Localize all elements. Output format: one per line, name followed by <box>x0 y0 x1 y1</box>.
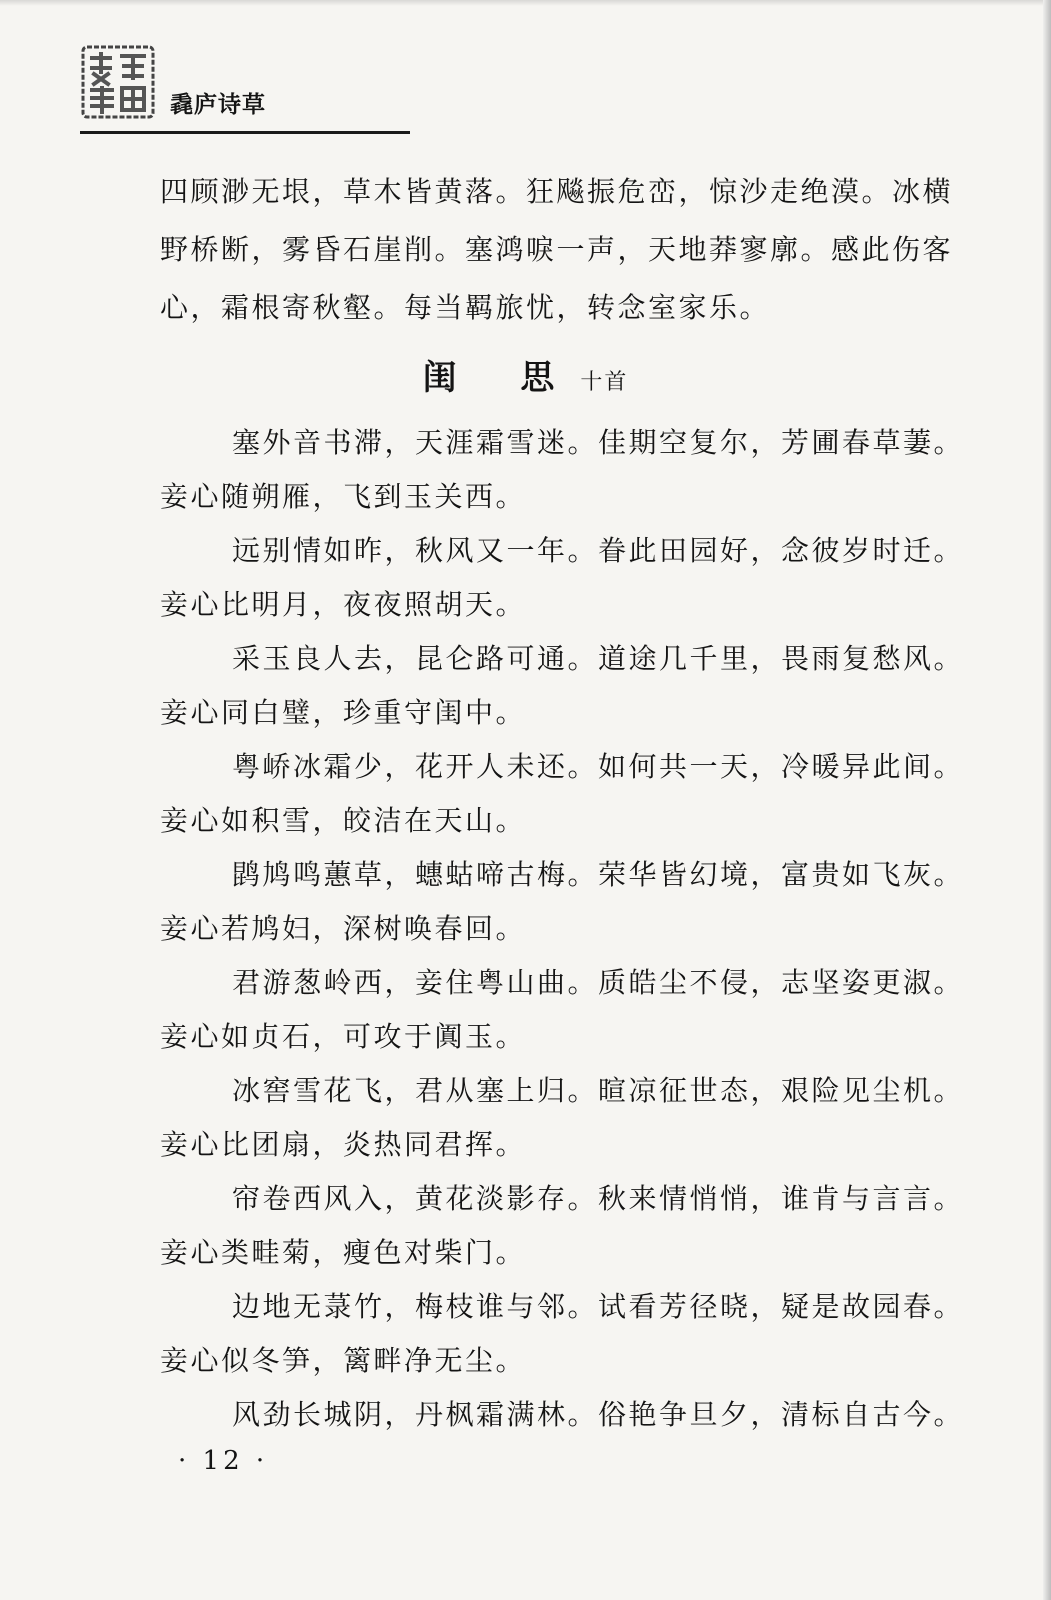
poem-line-2: 妾心同白璧，珍重守闺中。 <box>160 696 527 729</box>
page-edge-shadow <box>1043 0 1051 1600</box>
poem-line-1: 帘卷西风入，黄花淡影存。秋来情悄悄，谁肯与言言。 <box>232 1182 965 1215</box>
text-line: 心，霜根寄秋壑。每当羁旅忧，转念室家乐。 <box>160 291 771 324</box>
running-header-title: 毳庐诗草 <box>170 92 266 118</box>
poem-line-1: 鹍鸠鸣蕙草，蟪蛄啼古梅。荣华皆幻境，富贵如飞灰。 <box>232 858 965 891</box>
poem-line-1: 远别情如昨，秋风又一年。眷此田园好，念彼岁时迁。 <box>232 534 965 567</box>
poem-line-1: 冰窖雪花飞，君从塞上归。暄凉征世态，艰险见尘机。 <box>232 1074 965 1107</box>
poem-line-2: 妾心类畦菊，瘦色对柴门。 <box>160 1236 527 1269</box>
poem-line-2: 妾心如贞石，可攻于阗玉。 <box>160 1020 527 1053</box>
poem-line-1: 采玉良人去，昆仑路可通。道途几千里，畏雨复愁风。 <box>232 642 965 675</box>
poem-line-2: 妾心比明月，夜夜照胡天。 <box>160 588 527 621</box>
poem-list <box>160 416 1030 1442</box>
poem-line-1: 风劲长城阴，丹枫霜满林。俗艳争旦夕，清标自古今。 <box>232 1398 965 1431</box>
intro-poem-text <box>160 163 1020 337</box>
page-top-shadow <box>0 0 1051 6</box>
section-subtitle: 十首 <box>580 370 629 395</box>
poem-line-2: 妾心比团扇，炎热同君挥。 <box>160 1128 527 1161</box>
poem-line-2: 妾心若鸠妇，深树唤春回。 <box>160 912 527 945</box>
text-line: 野桥断，雾昏石崖削。塞鸿唳一声，天地莽寥廓。感此伤客 <box>160 233 954 266</box>
poem-line-1: 边地无菉竹，梅枝谁与邻。试看芳径晓，疑是故园春。 <box>232 1290 965 1323</box>
page-number: · 12 · <box>178 1446 269 1476</box>
poem-line-2: 妾心随朔雁，飞到玉关西。 <box>160 480 527 513</box>
header-rule <box>80 131 410 134</box>
poem-line-2: 妾心如积雪，皎洁在天山。 <box>160 804 527 837</box>
section-heading <box>0 350 1051 399</box>
seal-stamp-icon <box>80 44 156 120</box>
section-title: 闺 思 <box>422 358 581 398</box>
poem-line-1: 粤峤冰霜少，花开人未还。如何共一天，冷暖异此间。 <box>232 750 965 783</box>
poem-line-1: 君游葱岭西，妾住粤山曲。质皓尘不侵，志坚姿更淑。 <box>232 966 965 999</box>
text-line: 四顾渺无垠，草木皆黄落。狂飚振危峦，惊沙走绝漠。冰横 <box>160 175 954 208</box>
poem-line-2: 妾心似冬笋，篱畔净无尘。 <box>160 1344 527 1377</box>
poem-line-1: 塞外音书滞，天涯霜雪迷。佳期空复尔，芳圃春草萋。 <box>232 426 965 459</box>
